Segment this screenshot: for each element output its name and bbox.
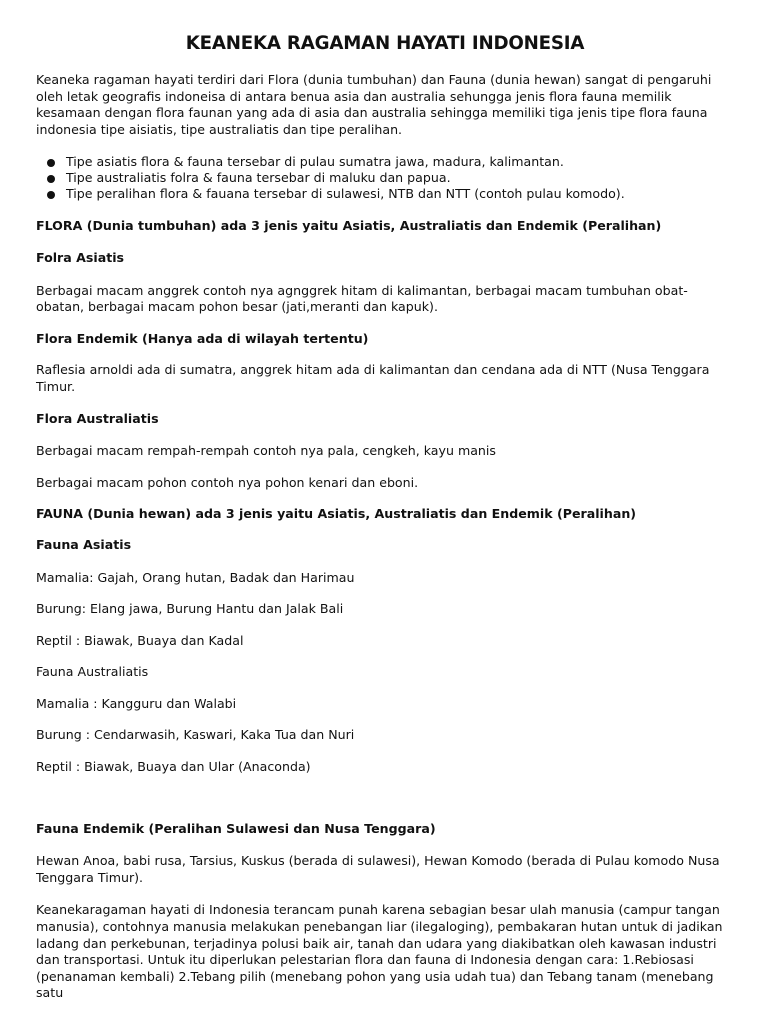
fauna-australiatis-burung: Burung : Cendarwasih, Kaswari, Kaka Tua dan Nuri <box>36 727 355 743</box>
fauna-endemik-text: Hewan Anoa, babi rusa, Tarsius, Kuskus (berada di sulawesi), Hewan Komodo (berada di Pulau komodo Nusa Tenggara Timur). <box>36 853 720 885</box>
fauna-endemik-heading: Fauna Endemik (Peralihan Sulawesi dan Nusa Tenggara) <box>36 820 436 836</box>
bullet-icon <box>47 191 55 199</box>
flora-endemik-heading: Flora Endemik (Hanya ada di wilayah tertentu) <box>36 330 369 346</box>
closing-paragraph: Keanekaragaman hayati di Indonesia terancam punah karena sebagian besar ulah manusia (campur tangan manusia), contohnya manusia melakukan penebangan liar (ilegaloging), pembakaran hutan untuk di jadikan ladang dan perkebunan, terjadinya polusi baik air, tanah dan udara yang diakibatkan oleh kawasan industri dan transportasi. Untuk itu diperlukan pelestarian flora dan fauna di Indonesia dengan cara: 1.Rebiosasi (penanaman kembali) 2.Tebang pilih (menebang pohon yang usia udah tua) dan Tebang tanam (menebang satu <box>36 902 723 1001</box>
fauna-asiatis-mamalia: Mamalia: Gajah, Orang hutan, Badak dan Harimau <box>36 569 355 585</box>
fauna-asiatis-heading: Fauna Asiatis <box>36 536 132 552</box>
fauna-australiatis-heading: Fauna Australiatis <box>36 664 149 680</box>
bullet-text: Tipe australiatis folra & fauna tersebar di maluku dan papua. <box>66 170 451 186</box>
flora-heading: FLORA (Dunia tumbuhan) ada 3 jenis yaitu Asiatis, Australiatis dan Endemik (Peralihan) <box>36 218 662 234</box>
flora-australiatis-text-1: Berbagai macam rempah-rempah contoh nya pala, cengkeh, kayu manis <box>36 443 496 459</box>
flora-asiatis-heading: Folra Asiatis <box>36 249 125 265</box>
list-item <box>36 154 734 170</box>
bullet-list <box>36 154 734 202</box>
flora-endemik-text: Raflesia arnoldi ada di sumatra, anggrek hitam ada di kalimantan dan cendana ada di NTT (Nusa Tenggara Timur. <box>36 362 710 394</box>
fauna-australiatis-reptil: Reptil : Biawak, Buaya dan Ular (Anaconda) <box>36 759 311 775</box>
fauna-australiatis-mamalia: Mamalia : Kangguru dan Walabi <box>36 695 237 711</box>
fauna-asiatis-reptil: Reptil : Biawak, Buaya dan Kadal <box>36 632 244 648</box>
bullet-text: Tipe asiatis flora & fauna tersebar di pulau sumatra jawa, madura, kalimantan. <box>66 154 564 170</box>
bullet-icon <box>47 159 55 167</box>
bullet-text: Tipe peralihan flora & fauana tersebar di sulawesi, NTB dan NTT (contoh pulau komodo). <box>66 186 625 202</box>
fauna-asiatis-burung: Burung: Elang jawa, Burung Hantu dan Jalak Bali <box>36 601 344 617</box>
flora-australiatis-text-2: Berbagai macam pohon contoh nya pohon kenari dan eboni. <box>36 474 419 490</box>
flora-australiatis-heading: Flora Australiatis <box>36 410 159 426</box>
flora-asiatis-text: Berbagai macam anggrek contoh nya agnggrek hitam di kalimantan, berbagai macam tumbuhan obat-obatan, berbagai macam pohon besar (jati,meranti dan kapuk). <box>36 282 688 315</box>
document-title: KEANEKA RAGAMAN HAYATI INDONESIA <box>185 33 585 54</box>
list-item <box>36 170 734 186</box>
intro-paragraph: Keaneka ragaman hayati terdiri dari Flora (dunia tumbuhan) dan Fauna (dunia hewan) sangat di pengaruhi oleh letak geografis indoneisa di antara benua asia dan australia sehungga jenis flora fauna memilik kesamaan dengan flora faunan yang ada di asia dan australia sehingga memiliki tiga jenis tipe flora fauna indonesia tipe aisiatis, tipe australiatis dan tipe peralihan. <box>36 72 712 137</box>
bullet-icon <box>47 175 55 183</box>
fauna-heading: FAUNA (Dunia hewan) ada 3 jenis yaitu Asiatis, Australiatis dan Endemik (Peralihan) <box>36 506 637 522</box>
list-item <box>36 186 734 202</box>
